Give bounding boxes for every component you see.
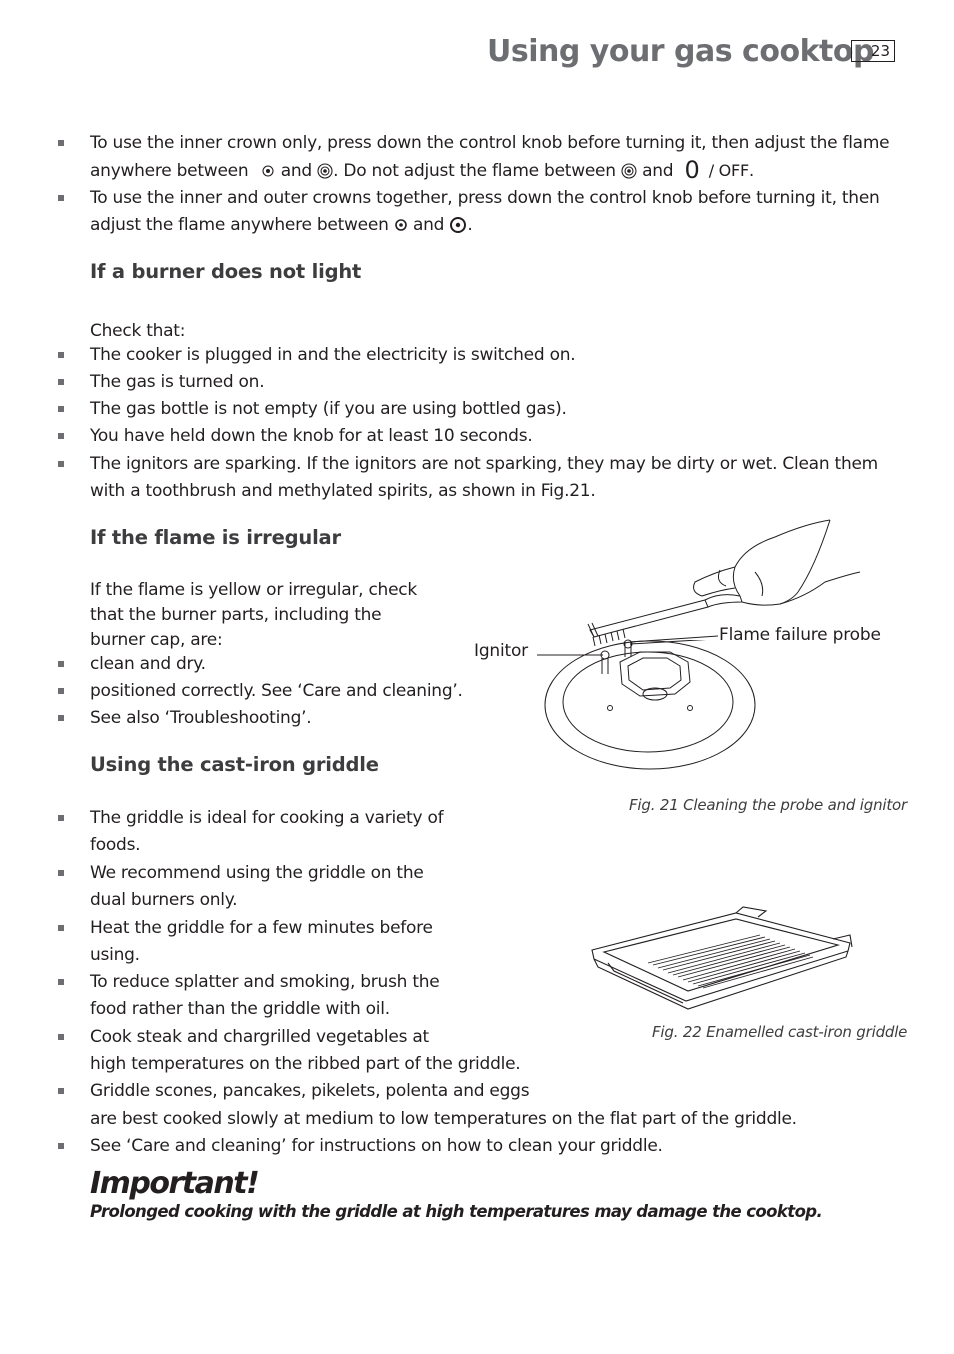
bullet-marker xyxy=(58,406,64,412)
bullet-marker xyxy=(58,433,64,439)
heading-cast-iron-griddle: Using the cast-iron griddle xyxy=(90,753,379,776)
large-flame-icon xyxy=(449,216,467,234)
off-label: / OFF xyxy=(708,161,749,180)
bullet-marker xyxy=(58,140,64,146)
paragraph-line: that the burner parts, including the xyxy=(90,605,382,625)
list-item-continuation: with a toothbrush and methylated spirits, as shown in Fig.21. xyxy=(90,481,596,501)
bullet-marker xyxy=(58,352,64,358)
griddle-illustration xyxy=(588,905,854,1010)
small-flame-icon xyxy=(254,164,276,178)
list-item: positioned correctly. See ‘Care and cleaning’. xyxy=(90,681,463,701)
list-item-continuation: foods. xyxy=(90,835,141,855)
heading-flame-irregular: If the flame is irregular xyxy=(90,526,341,549)
intro-bullet-2-line-1: To use the inner and outer crowns together, press down the control knob before turning it, then xyxy=(90,188,880,208)
intro-bullet-2-line-2: adjust the flame anywhere between and . xyxy=(90,215,473,235)
important-warning-text: Prolonged cooking with the griddle at high temperatures may damage the cooktop. xyxy=(90,1202,823,1221)
probe-leader-line xyxy=(628,632,720,646)
small-flame-icon xyxy=(394,218,408,232)
bullet-marker xyxy=(58,379,64,385)
list-item: You have held down the knob for at least 10 seconds. xyxy=(90,426,533,446)
list-item: The gas is turned on. xyxy=(90,372,265,392)
intro-bullet-1-line-2: anywhere between and . Do not adjust the flame between and 0 / OFF. xyxy=(90,156,755,184)
heading-burner-not-light: If a burner does not light xyxy=(90,260,362,283)
list-item: The griddle is ideal for cooking a variety of xyxy=(90,808,444,828)
list-item-continuation: high temperatures on the ribbed part of the griddle. xyxy=(90,1054,521,1074)
medium-flame-icon xyxy=(317,163,333,179)
bullet-marker xyxy=(58,870,64,876)
bullet-marker xyxy=(58,1088,64,1094)
list-item: Heat the griddle for a few minutes before xyxy=(90,918,433,938)
list-item: The gas bottle is not empty (if you are using bottled gas). xyxy=(90,399,567,419)
bullet-marker xyxy=(58,925,64,931)
intro-bullet-1-line-1: To use the inner crown only, press down the control knob before turning it, then adjust the flame xyxy=(90,133,890,153)
list-item: We recommend using the griddle on the xyxy=(90,863,424,883)
label-flame-failure-probe: Flame failure probe xyxy=(719,625,881,645)
bullet-marker xyxy=(58,1143,64,1149)
page-number: 23 xyxy=(851,40,895,62)
list-item: The cooker is plugged in and the electricity is switched on. xyxy=(90,345,576,365)
paragraph-line: burner cap, are: xyxy=(90,630,223,650)
list-item-continuation: food rather than the griddle with oil. xyxy=(90,999,390,1019)
bullet-marker xyxy=(58,688,64,694)
bullet-marker xyxy=(58,461,64,467)
list-item: See also ‘Troubleshooting’. xyxy=(90,708,312,728)
bullet-marker xyxy=(58,661,64,667)
list-item: clean and dry. xyxy=(90,654,206,674)
list-item-continuation: are best cooked slowly at medium to low temperatures on the flat part of the griddle. xyxy=(90,1109,797,1129)
medium-flame-icon xyxy=(621,163,637,179)
bullet-marker xyxy=(58,815,64,821)
figure-21-caption: Fig. 21 Cleaning the probe and ignitor xyxy=(629,796,907,814)
zero-symbol: 0 xyxy=(684,156,700,184)
check-that-label: Check that: xyxy=(90,321,186,341)
label-ignitor: Ignitor xyxy=(474,641,528,661)
important-heading: Important! xyxy=(90,1166,259,1201)
list-item: To reduce splatter and smoking, brush the xyxy=(90,972,440,992)
bullet-marker xyxy=(58,1034,64,1040)
list-item-continuation: using. xyxy=(90,945,140,965)
list-item: Griddle scones, pancakes, pikelets, polenta and eggs xyxy=(90,1081,530,1101)
figure-22-caption: Fig. 22 Enamelled cast-iron griddle xyxy=(652,1023,908,1041)
list-item: Cook steak and chargrilled vegetables at xyxy=(90,1027,429,1047)
bullet-marker xyxy=(58,715,64,721)
list-item: See ‘Care and cleaning’ for instructions on how to clean your griddle. xyxy=(90,1136,663,1156)
page-title: Using your gas cooktop xyxy=(487,34,874,69)
list-item-continuation: dual burners only. xyxy=(90,890,238,910)
list-item: The ignitors are sparking. If the ignitors are not sparking, they may be dirty or wet. Clean them xyxy=(90,454,878,474)
paragraph-line: If the flame is yellow or irregular, check xyxy=(90,580,417,600)
bullet-marker xyxy=(58,195,64,201)
bullet-marker xyxy=(58,979,64,985)
